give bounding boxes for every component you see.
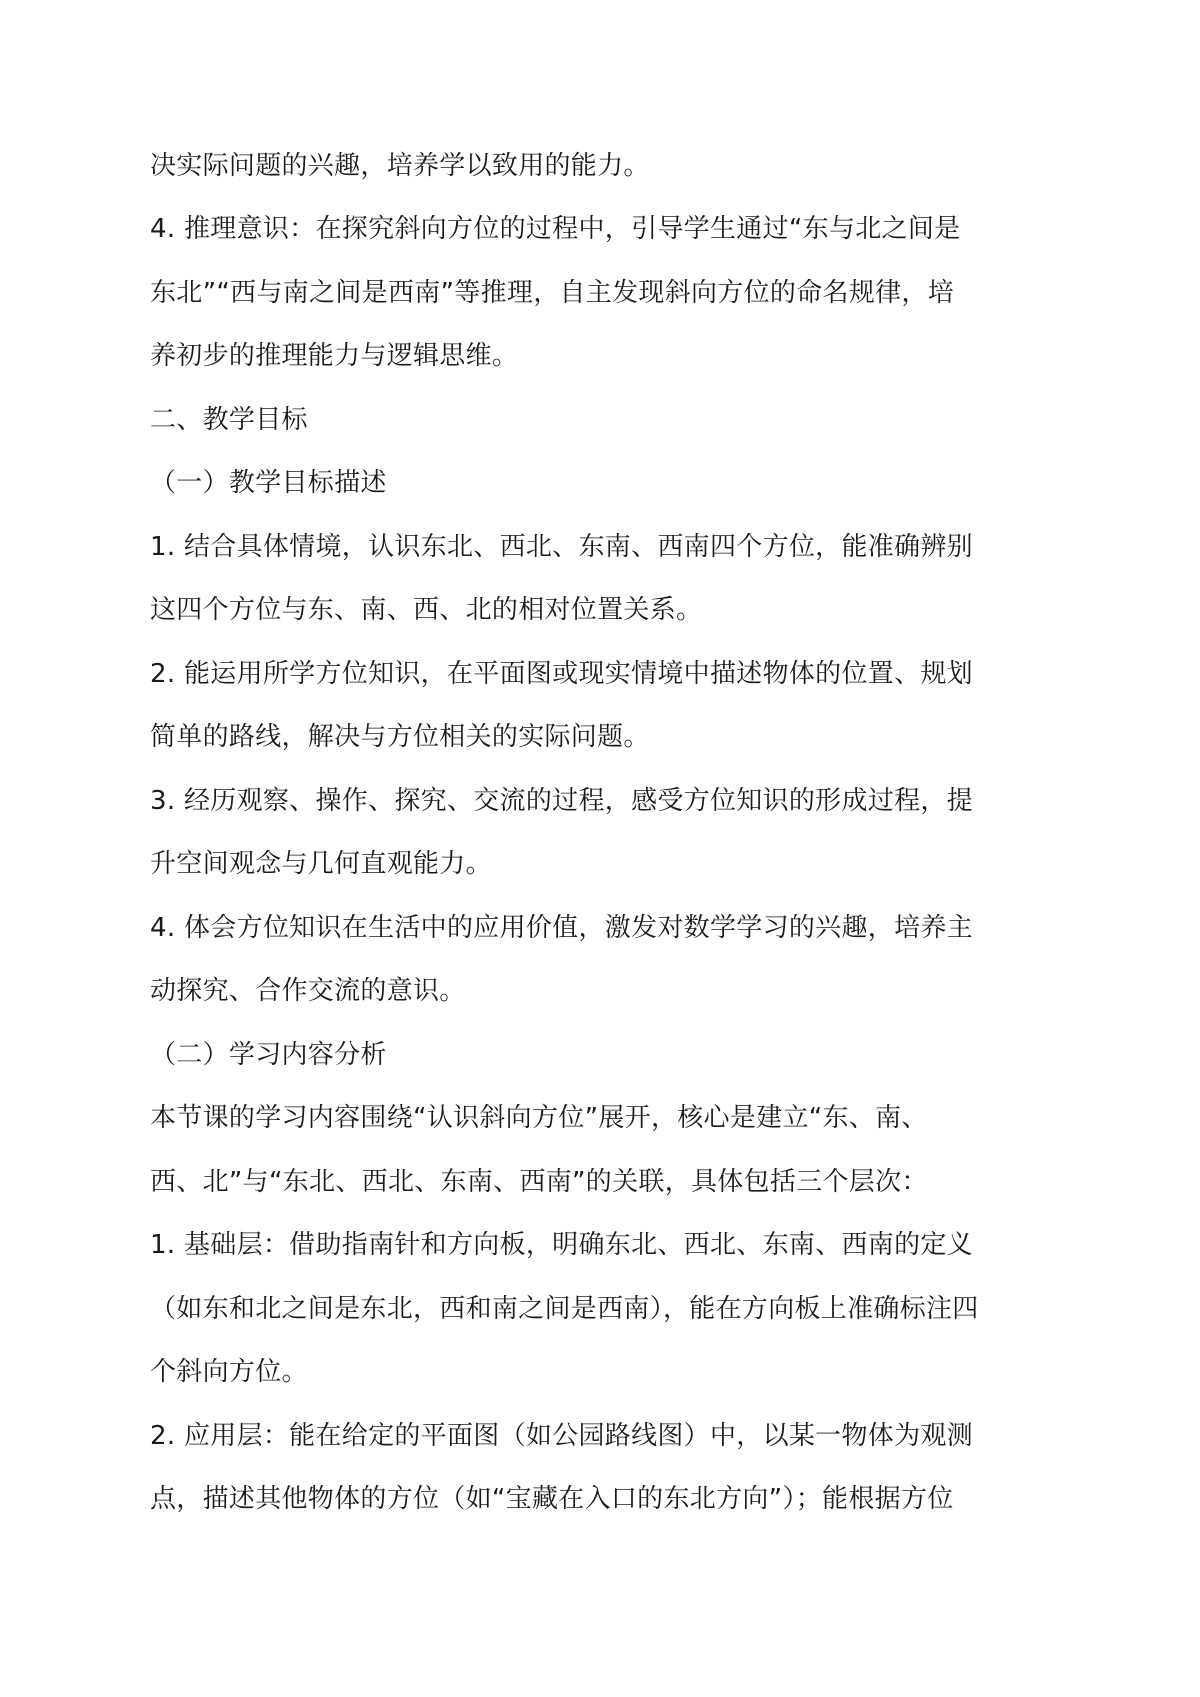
text-line: 决实际问题的兴趣，培养学以致用的能力。 [150, 151, 650, 181]
subsection-heading: （一）教学目标描述 [150, 468, 387, 498]
text-line: 个斜向方位。 [150, 1357, 308, 1387]
text-line: 4. 推理意识：在探究斜向方位的过程中，引导学生通过“东与北之间是 [150, 214, 961, 244]
text-line: 2. 应用层：能在给定的平面图（如公园路线图）中，以某一物体为观测 [150, 1421, 973, 1451]
text-line: 升空间观念与几何直观能力。 [150, 849, 492, 879]
text-line: 3. 经历观察、操作、探究、交流的过程，感受方位知识的形成过程，提 [150, 786, 973, 816]
text-line: 东北”“西与南之间是西南”等推理，自主发现斜向方位的命名规律，培 [150, 278, 955, 308]
text-line: 本节课的学习内容围绕“认识斜向方位”展开，核心是建立“东、南、 [150, 1103, 928, 1133]
text-line: 2. 能运用所学方位知识，在平面图或现实情境中描述物体的位置、规划 [150, 659, 973, 689]
text-line: 1. 结合具体情境，认识东北、西北、东南、西南四个方位，能准确辨别 [150, 532, 973, 562]
text-line: 这四个方位与东、南、西、北的相对位置关系。 [150, 595, 703, 625]
text-line: （如东和北之间是东北，西和南之间是西南），能在方向板上准确标注四 [150, 1294, 979, 1324]
text-line: 动探究、合作交流的意识。 [150, 976, 466, 1006]
text-line: 简单的路线，解决与方位相关的实际问题。 [150, 722, 650, 752]
text-line: 点，描述其他物体的方位（如“宝藏在入口的东北方向”）；能根据方位 [150, 1484, 954, 1514]
text-line: 养初步的推理能力与逻辑思维。 [150, 341, 519, 371]
text-line: 4. 体会方位知识在生活中的应用价值，激发对数学学习的兴趣，培养主 [150, 913, 973, 943]
text-line: 1. 基础层：借助指南针和方向板，明确东北、西北、东南、西南的定义 [150, 1230, 973, 1260]
section-heading: 二、教学目标 [150, 405, 308, 435]
text-line: 西、北”与“东北、西北、东南、西南”的关联，具体包括三个层次： [150, 1167, 928, 1197]
subsection-heading: （二）学习内容分析 [150, 1040, 387, 1070]
